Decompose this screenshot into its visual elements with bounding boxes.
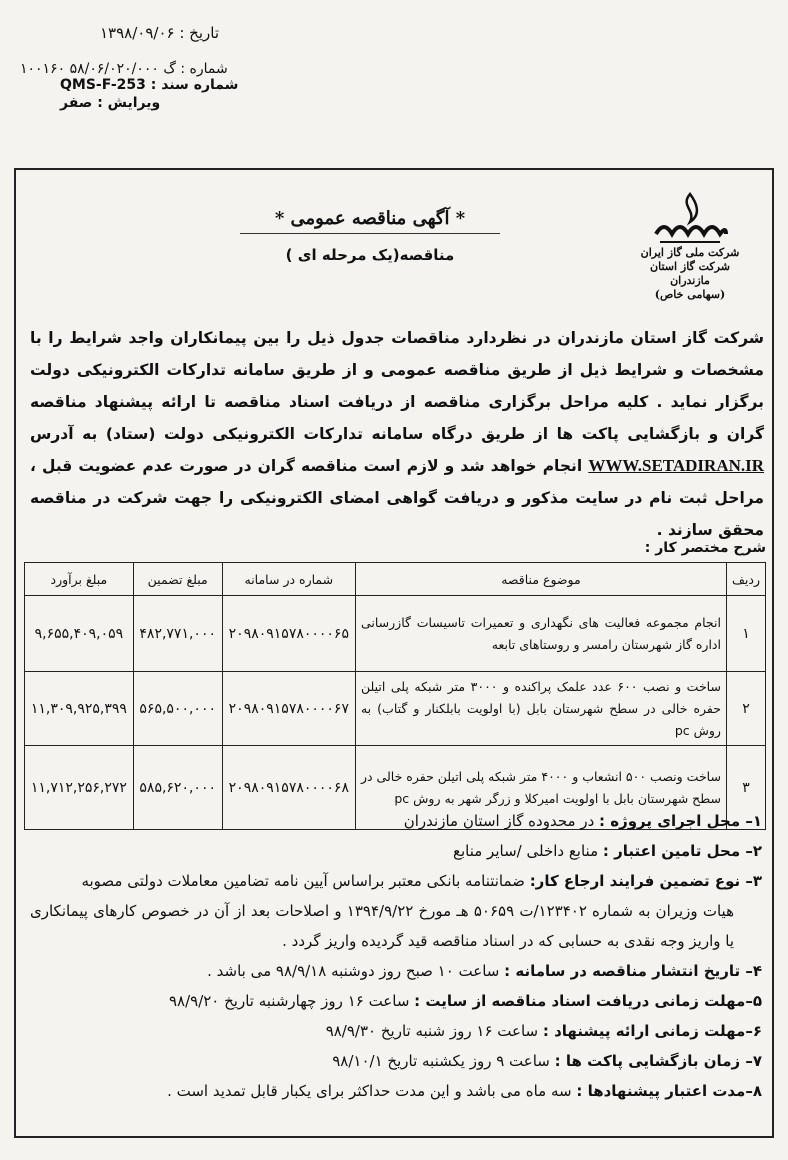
list-item [30, 1046, 762, 1076]
item-value: در محدوده گاز استان مازندران [403, 812, 600, 830]
document-version: ویرایش : صفر [60, 95, 161, 111]
item-label: ۴– تاریخ انتشار مناقصه در سامانه : [504, 962, 762, 980]
row-subject: ساخت ونصب ۵۰۰ انشعاب و ۴۰۰۰ متر شبکه پلی اتیلن حفره خالی در سطح شهرستان بابل با اولویت امیرکلا و زرگر شهر به روش pc [355, 746, 726, 830]
website-link[interactable]: WWW.SETADIRAN.IR [588, 456, 765, 475]
row-guarantee: ۵۸۵,۶۲۰,۰۰۰ [133, 746, 222, 830]
row-estimate: ۱۱,۳۰۹,۹۲۵,۳۹۹ [25, 672, 134, 746]
document-number: شماره : گ ۵۸/۰۶/۰۲۰/۰۰۰ ۱۰۰۱۶۰ [20, 61, 228, 77]
list-item [30, 806, 762, 836]
row-subject: ساخت و نصب ۶۰۰ عدد علمک پراکنده و ۳۰۰۰ متر شبکه پلی اتیلن حفره خالی در سطح شهرستان بابل (با اولویت بابلکنار و گتاب) به روش pc [355, 672, 726, 746]
item-label: ۸–مدت اعتبار پیشنهادها : [576, 1082, 762, 1100]
header-system-no: شماره در سامانه [222, 563, 355, 596]
row-guarantee: ۵۶۵,۵۰۰,۰۰۰ [133, 672, 222, 746]
list-item [30, 1016, 762, 1046]
row-estimate: ۱۱,۷۱۲,۲۵۶,۲۷۲ [25, 746, 134, 830]
document-date: تاریخ : ۱۳۹۸/۰۹/۰۶ [100, 24, 219, 42]
intro-text-2: انجام خواهد شد و لازم است مناقصه گران در صورت عدم عضویت قبل ، مراحل ثبت نام در سایت مذکور و دریافت گواهی امضای الکترونیکی را جهت شرکت در مناقصه محقق سازند . [30, 457, 764, 539]
row-number: ۳ [726, 746, 765, 830]
logo-line-3: (سهامی خاص) [654, 288, 726, 301]
row-system-number: ۲۰۹۸۰۹۱۵۷۸۰۰۰۰۶۵ [222, 596, 355, 672]
header-estimate: مبلغ برآورد [25, 563, 134, 596]
item-label: ۵–مهلت زمانی دریافت اسناد مناقصه از سایت : [414, 992, 762, 1010]
item-value: ساعت ۱۰ صبح روز دوشنبه ۹۸/۹/۱۸ می باشد . [207, 962, 505, 980]
table-row [25, 672, 766, 746]
list-item [30, 1076, 762, 1106]
conditions-list [30, 806, 762, 1106]
document-code: شماره سند : QMS-F-253 [60, 77, 239, 93]
row-number: ۱ [726, 596, 765, 672]
intro-paragraph [30, 322, 764, 546]
table-row [25, 596, 766, 672]
logo-line-1: شرکت ملی گاز ایران [640, 246, 740, 259]
item-label: ۳– نوع تضمین فرایند ارجاع کار: [529, 872, 762, 890]
item-value: منابع داخلی /سایر منابع [453, 842, 603, 860]
item-label: ۷– زمان بازگشایی پاکت ها : [554, 1052, 762, 1070]
list-item-continuation: هیات وزیران به شماره ۱۲۳۴۰۲/ت ۵۰۶۵۹ هـ مورخ ۱۳۹۴/۹/۲۲ و اصلاحات بعد از آن در خصوص کارهای پیمانکاری یا واریز وجه نقدی به حسابی که در اسناد مناقصه قید گردیده واریز گردد . [30, 902, 734, 950]
list-item [30, 836, 762, 866]
item-label: ۶–مهلت زمانی ارائه پیشنهاد : [542, 1022, 762, 1040]
list-item [30, 866, 762, 896]
row-guarantee: ۴۸۲,۷۷۱,۰۰۰ [133, 596, 222, 672]
row-subject: انجام مجموعه فعالیت های نگهداری و تعمیرات تاسیسات گازرسانی اداره گاز شهرستان رامسر و روستاهای تابعه [355, 596, 726, 672]
list-item [30, 956, 762, 986]
intro-text-1: شرکت گاز استان مازندران در نظردارد مناقصات جدول ذیل را بین پیمانکاران واجد شرایط را با مشخصات و شرایط ذیل از طریق مناقصه عمومی و از طریق سامانه تدارکات الکترونیکی دولت برگزار نماید . کلیه مراحل برگزاری مناقصه از دریافت اسناد مناقصه تا ارائه پیشنهاد مناقصه گران و بازگشایی پاکت ها از طریق درگاه سامانه تدارکات الکترونیکی دولت (ستاد) به آدرس [30, 329, 764, 443]
item-value: ساعت ۱۶ روز چهارشنبه تاریخ ۹۸/۹/۲۰ [168, 992, 415, 1010]
gas-company-emblem-icon [650, 190, 730, 246]
item-value: ساعت ۱۶ روز شنبه تاریخ ۹۸/۹/۳۰ [325, 1022, 543, 1040]
row-system-number: ۲۰۹۸۰۹۱۵۷۸۰۰۰۰۶۷ [222, 672, 355, 746]
list-item [30, 986, 762, 1016]
notice-title: * آگهی مناقصه عمومی * [240, 208, 500, 234]
item-label: ۲– محل تامین اعتبار : [602, 842, 762, 860]
item-value: ساعت ۹ روز یکشنبه تاریخ ۹۸/۱۰/۱ [332, 1052, 555, 1070]
work-summary-title: شرح مختصر کار : [644, 540, 766, 556]
notice-subtitle: مناقصه(یک مرحله ای ) [285, 246, 455, 264]
header-guarantee: مبلغ تضمین [133, 563, 222, 596]
header-row-no: ردیف [726, 563, 765, 596]
row-system-number: ۲۰۹۸۰۹۱۵۷۸۰۰۰۰۶۸ [222, 746, 355, 830]
row-estimate: ۹,۶۵۵,۴۰۹,۰۵۹ [25, 596, 134, 672]
item-value: سه ماه می باشد و این مدت حداکثر برای یکبار قابل تمدید است . [167, 1082, 577, 1100]
item-value: ضمانتنامه بانکی معتبر براساس آیین نامه تضامین معاملات دولتی مصوبه [81, 872, 530, 890]
row-number: ۲ [726, 672, 765, 746]
item-label: ۱– محل اجرای پروژه : [599, 812, 762, 830]
tenders-table [24, 562, 766, 830]
table-header-row [25, 563, 766, 596]
header-subject: موضوع مناقصه [355, 563, 726, 596]
logo-line-2: شرکت گاز استان مازندران [650, 260, 730, 287]
company-logo [630, 190, 750, 302]
